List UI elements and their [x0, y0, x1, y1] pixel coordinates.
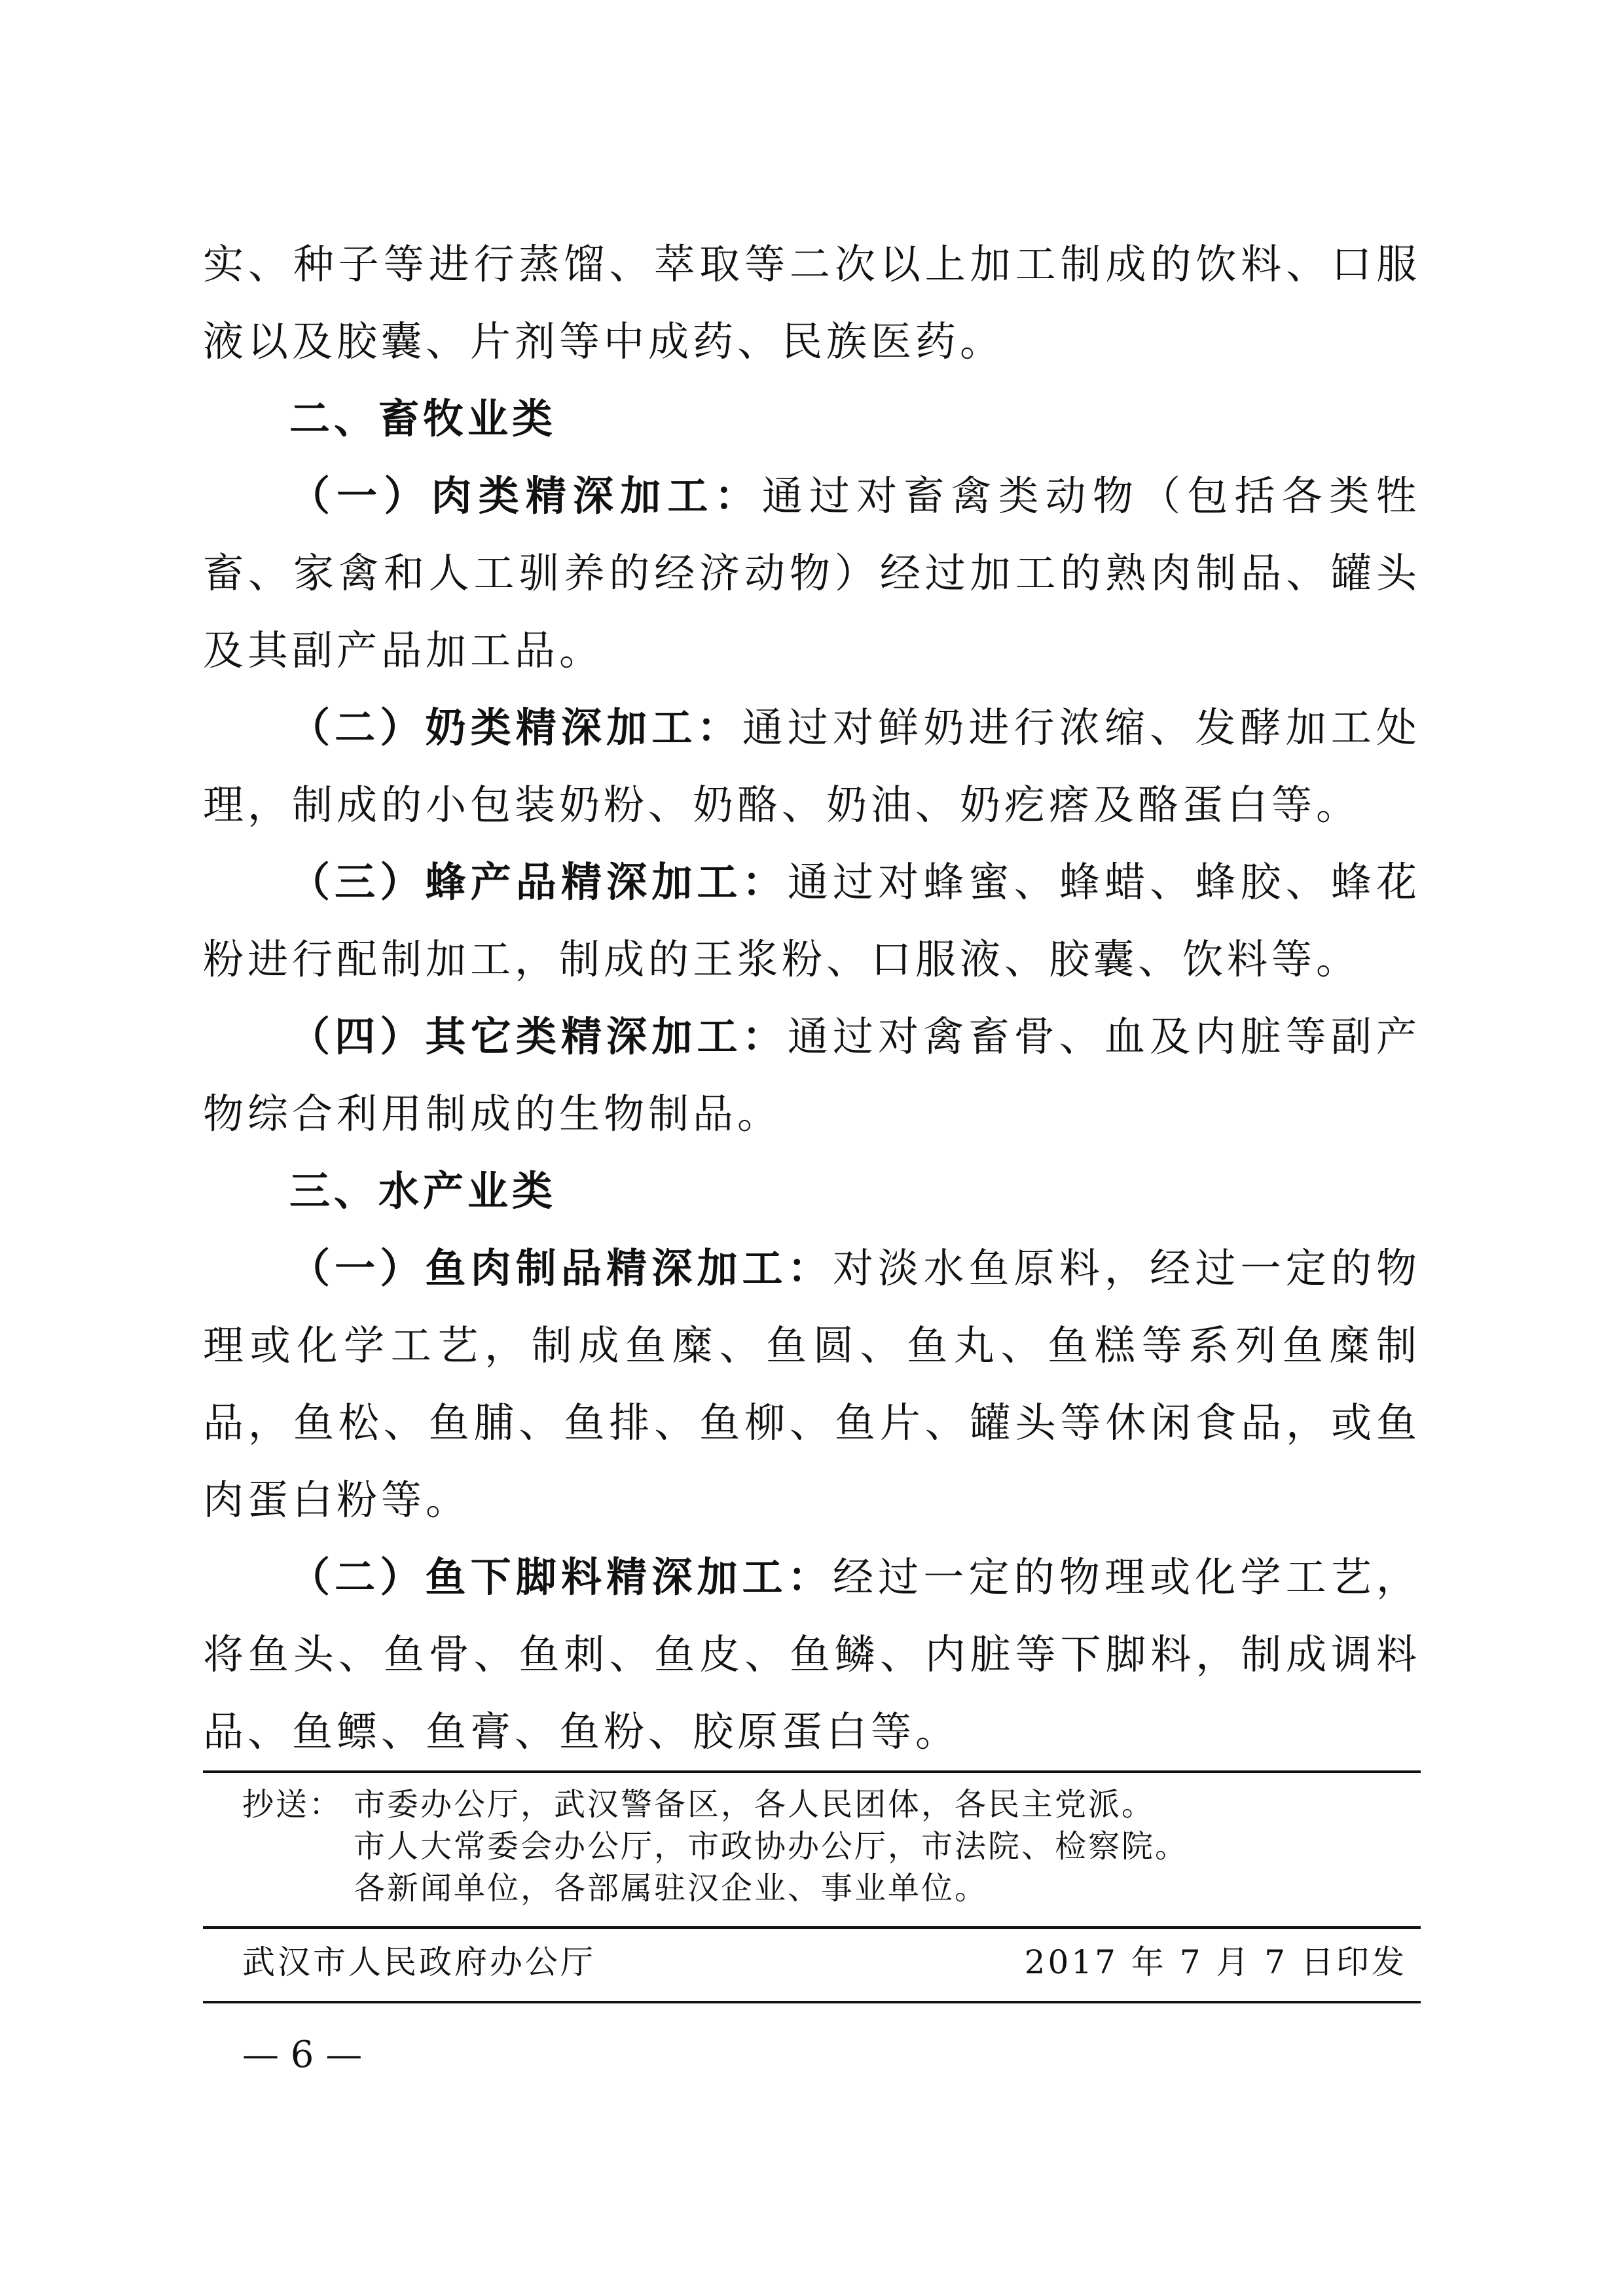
continuation-paragraph: 实、种子等进行蒸馏、萃取等二次以上加工制成的饮料、口服液以及胶囊、片剂等中成药、民族医药。: [203, 240, 1421, 365]
paragraph-lead-fish-meat: （一）鱼肉制品精深加工：: [289, 1244, 833, 1292]
paragraph-text-fish-meat: 对淡水鱼原料，经过一定的物理或化学工艺，制成鱼糜、鱼圆、鱼丸、鱼糕等系列鱼糜制品，鱼松、鱼脯、鱼排、鱼柳、鱼片、罐头等休闲食品，或鱼肉蛋白粉等。: [203, 1244, 1421, 1524]
document-body: [203, 226, 1421, 1770]
paragraph-fish-meat-processing: [203, 1230, 1421, 1539]
section-heading-aquatic: 三、水产业类: [289, 1167, 557, 1215]
paragraph-other-processing: [203, 998, 1421, 1153]
paragraph-lead-milk: （二）奶类精深加工：: [289, 704, 742, 751]
cc-recipient-line: 各新闻单位，各部属驻汉企业、事业单位。: [354, 1870, 989, 1907]
paragraph-text-fish-waste: 经过一定的物理或化学工艺，将鱼头、鱼骨、鱼刺、鱼皮、鱼鳞、内脏等下脚料，制成调料品、鱼鳔、鱼膏、鱼粉、胶原蛋白等。: [203, 1553, 1421, 1755]
paragraph-fish-waste-processing: [203, 1539, 1421, 1770]
page-number: — 6 —: [242, 2034, 363, 2076]
footer-top-rule: [203, 1770, 1421, 1773]
paragraph-lead-meat: （一）肉类精深加工：: [289, 472, 762, 520]
issue-date: 2017 年 7 月 7 日印发: [1024, 1943, 1407, 1981]
issuing-office: 武汉市人民政府办公厅: [242, 1943, 596, 1981]
paragraph-text-other: 通过对禽畜骨、血及内脏等副产物综合利用制成的生物制品。: [203, 1013, 1421, 1138]
footer-middle-rule: [203, 1926, 1421, 1929]
paragraph-bee-processing: [203, 844, 1421, 998]
paragraph-lead-fish-waste: （二）鱼下脚料精深加工：: [289, 1553, 833, 1601]
paragraph-lead-other: （四）其它类精深加工：: [289, 1013, 788, 1060]
cc-recipient-list: [354, 1784, 1401, 1909]
cc-recipient-line: 市人大常委会办公厅，市政协办公厅，市法院、检察院。: [354, 1828, 1189, 1865]
cc-recipient-line: 市委办公厅，武汉警备区，各人民团体，各民主党派。: [354, 1786, 1156, 1823]
paragraph-text-bee: 通过对蜂蜜、蜂蜡、蜂胶、蜂花粉进行配制加工，制成的王浆粉、口服液、胶囊、饮料等。: [203, 858, 1421, 983]
cc-label: 抄送：: [242, 1786, 343, 1823]
paragraph-text-meat: 通过对畜禽类动物（包括各类牲畜、家禽和人工驯养的经济动物）经过加工的熟肉制品、罐头及其副产品加工品。: [203, 472, 1421, 674]
paragraph-lead-bee: （三）蜂产品精深加工：: [289, 858, 788, 906]
section-heading-livestock: 二、畜牧业类: [289, 395, 557, 442]
paragraph-milk-processing: [203, 689, 1421, 844]
paragraph-meat-processing: [203, 457, 1421, 689]
footer-bottom-rule: [203, 2001, 1421, 2003]
paragraph-text-milk: 通过对鲜奶进行浓缩、发酵加工处理，制成的小包装奶粉、奶酪、奶油、奶疙瘩及酪蛋白等。: [203, 704, 1421, 829]
